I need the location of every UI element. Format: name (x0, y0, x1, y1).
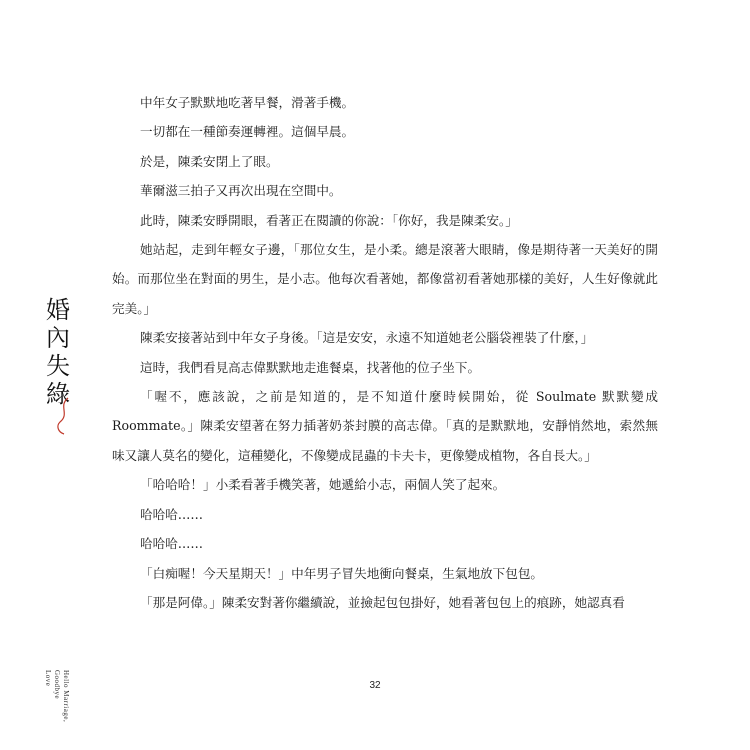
paragraph: 中年女子默默地吃著早餐，滑著手機。 (140, 95, 355, 110)
title-char: 失 (46, 352, 70, 380)
paragraph: 這時，我們看見高志偉默默地走進餐桌，找著他的位子坐下。 (140, 359, 481, 375)
paragraph: 此時，陳柔安睜開眼，看著正在閱讀的你說：「你好，我是陳柔安。」 (140, 212, 518, 228)
title-characters (44, 296, 72, 408)
paragraph: 「那是阿偉。」陳柔安對著你繼續說，並撿起包包掛好，她看著包包上的痕跡，她認真看 (140, 594, 625, 610)
paragraph: 華爾滋三拍子又再次出現在空間中。 (140, 183, 342, 199)
english-subtitle-line: Goodbye (53, 670, 61, 700)
paragraph: 哈哈哈…… (140, 536, 203, 552)
body-text (112, 88, 658, 617)
english-subtitle (43, 670, 70, 722)
english-subtitle-line: Love (44, 670, 52, 687)
paragraph: 一切都在一種節奏運轉裡。這個早晨。 (140, 124, 355, 140)
paragraph: 她站起，走到年輕女子邊，「那位女生，是小柔。總是滾著大眼睛，像是期待著一天美好的開始。而那位坐在對面的男生，是小志。他每次看著她，都像當初看著她那樣的美好，人生好像就此完美。」 (112, 242, 658, 316)
paragraph: 於是，陳柔安閉上了眼。 (140, 153, 279, 169)
title-char: 婚 (46, 296, 70, 324)
english-subtitle-line: Hello Marriage, (62, 670, 70, 723)
page-number: 32 (369, 680, 381, 691)
book-title-vertical (44, 296, 108, 723)
title-char: 綠 (46, 380, 70, 408)
paragraph: 「喔不，應該說，之前是知道的，是不知道什麼時候開始，從 Soulmate 默默變成 Roommate。」陳柔安望著在努力插著奶茶封膜的高志偉。「真的是默默地，安靜悄然地，索然無味又讓人莫名的變化，這種變化，不像變成昆蟲的卡夫卡，更像變成植物，各自長大。」 (112, 389, 658, 463)
title-char: 內 (46, 324, 70, 352)
paragraph: 陳柔安接著站到中年女子身後。「這是安安，永遠不知道她老公腦袋裡裝了什麼，」 (140, 330, 594, 346)
paragraph: 「哈哈哈！」小柔看著手機笑著，她遞給小志，兩個人笑了起來。 (140, 477, 506, 493)
paragraph: 哈哈哈…… (140, 506, 203, 522)
paragraph: 「白痴喔！今天星期天！」中年男子冒失地衝向餐桌，生氣地放下包包。 (140, 565, 543, 581)
swirl-ornament-icon (54, 396, 74, 436)
